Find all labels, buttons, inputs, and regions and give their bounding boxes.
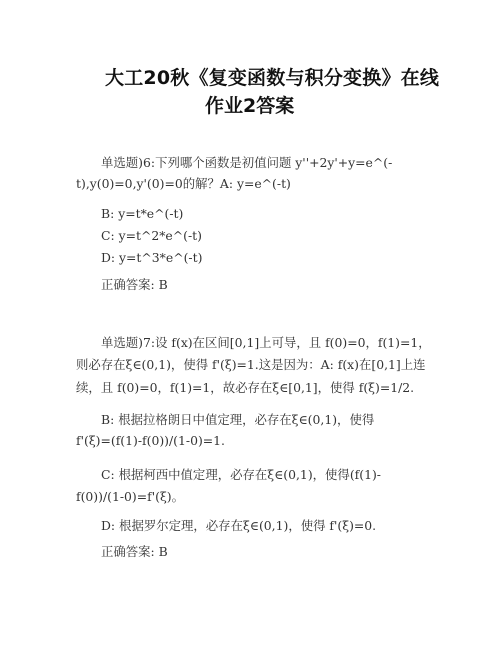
q7-option-d: D: 根据罗尔定理，必存在ξ∈(0,1)，使得 f'(ξ)=0. xyxy=(101,518,377,533)
q7-stem-line-1: 单选题)7:设 f(x)在区间[0,1]上可导，且 f(0)=0，f(1)=1， xyxy=(101,335,431,350)
q7-stem-line-2: 则必存在ξ∈(0,1)，使得 f'(ξ)=1.这是因为：A: f(x)在[0,1]上连 xyxy=(76,357,426,372)
q6-option-c: C: y=t^2*e^(-t) xyxy=(101,228,202,243)
q7-stem-line-3: 续，且 f(0)=0，f(1)=1，故必存在ξ∈[0,1]，使得 f(ξ)=1/2. xyxy=(76,380,415,395)
q7-option-c-line-1: C: 根据柯西中值定理，必存在ξ∈(0,1)，使得(f(1)- xyxy=(101,467,381,482)
q6-option-d: D: y=t^3*e^(-t) xyxy=(101,250,203,265)
document-title-line-1: 大工20秋《复变函数与积分变换》在线 xyxy=(105,67,440,89)
document-title-line-2: 作业2答案 xyxy=(205,95,295,117)
q7-answer: 正确答案: B xyxy=(101,544,168,559)
q6-option-b: B: y=t*e^(-t) xyxy=(101,206,184,221)
q7-option-b-line-2: f'(ξ)=(f(1)-f(0))/(1-0)=1. xyxy=(76,433,225,448)
q7-option-b-line-1: B: 根据拉格朗日中值定理，必存在ξ∈(0,1)，使得 xyxy=(101,412,375,427)
q7-option-c-line-2: f(0))/(1-0)=f'(ξ)。 xyxy=(76,489,185,504)
q6-stem-line-1: 单选题)6:下列哪个函数是初值问题 y''+2y'+y=e^(- xyxy=(101,155,393,170)
q6-answer: 正确答案: B xyxy=(101,277,168,292)
q6-stem-line-2: t),y(0)=0,y'(0)=0的解？A: y=e^(-t) xyxy=(76,176,291,191)
